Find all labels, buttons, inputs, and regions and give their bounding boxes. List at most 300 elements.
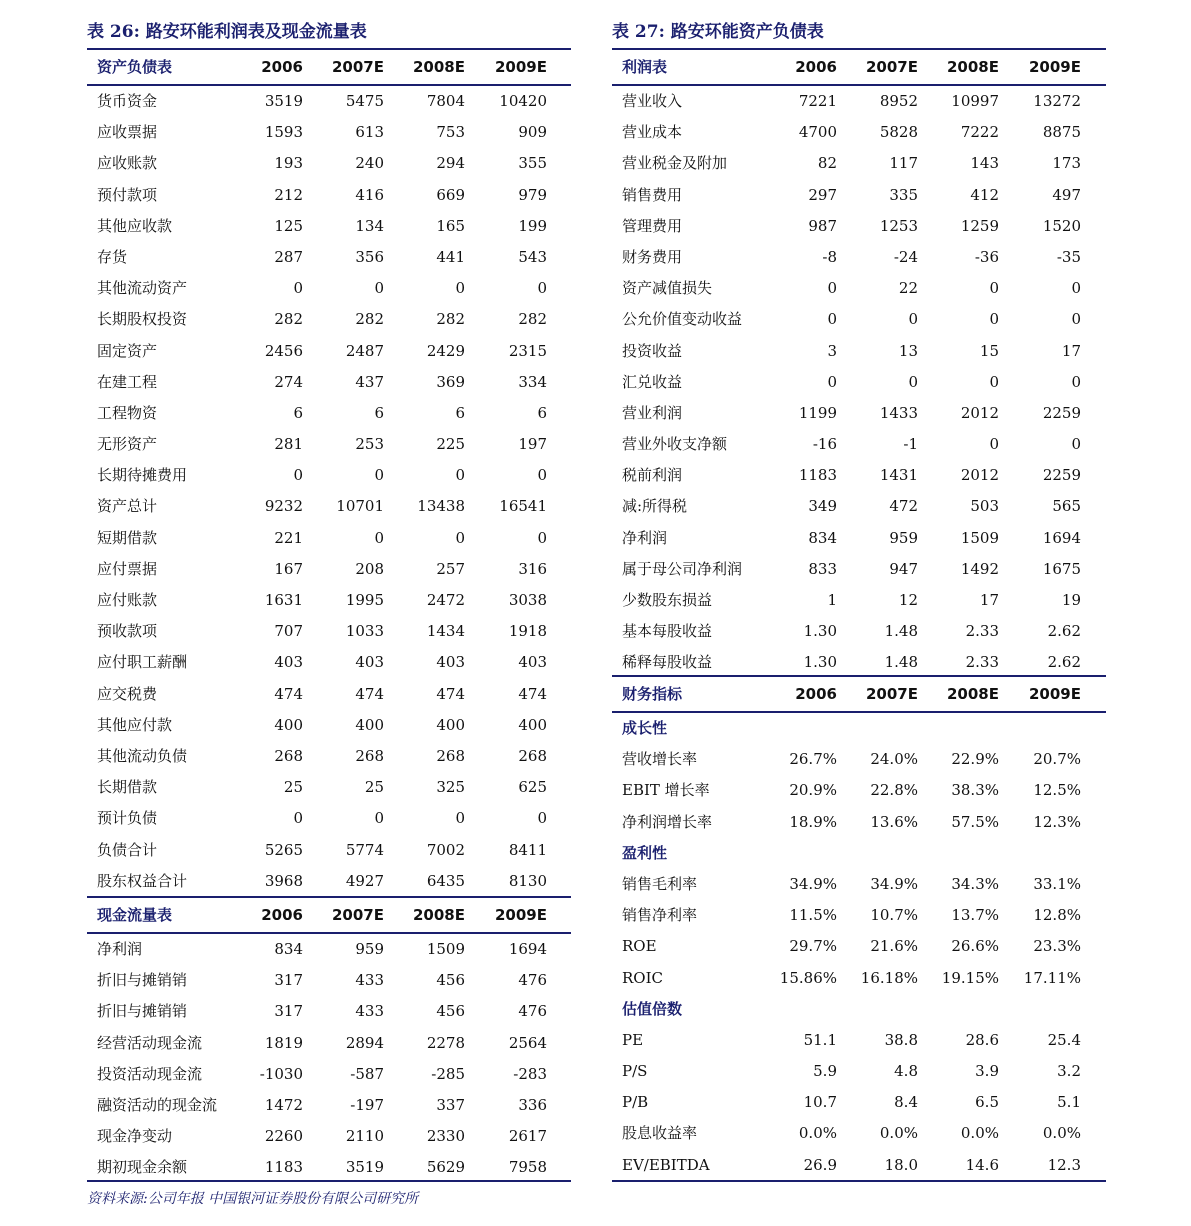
- cashflow-year-2009e: 2009E: [495, 906, 547, 924]
- ratios-row-value-2007e: 18.0: [884, 1155, 918, 1174]
- balance-row: [87, 835, 571, 866]
- cashflow-row-value-2006: 317: [274, 1002, 303, 1021]
- income-row: [612, 86, 1106, 117]
- ratios-row: [612, 900, 1106, 931]
- ratios-row: [612, 1087, 1106, 1118]
- income-row-value-2006: 834: [808, 528, 837, 547]
- income-row: [612, 398, 1106, 429]
- ratios-header-label: 财务指标: [622, 685, 683, 703]
- balance-row-value-2009e: 316: [518, 559, 547, 578]
- cashflow-year-2006: 2006: [261, 906, 303, 924]
- ratios-row-value-2008e: 22.9%: [951, 750, 999, 769]
- ratios-row-value-2008e: 6.5: [975, 1093, 999, 1112]
- balance-row-value-2007e: 437: [355, 372, 384, 391]
- income-year-2008e: 2008E: [947, 58, 999, 76]
- cashflow-row-value-2006: 834: [274, 940, 303, 958]
- ratios-row-value-2008e: 3.9: [975, 1062, 999, 1081]
- balance-row-value-2008e: 441: [436, 247, 465, 266]
- balance-row-label: 股东权益合计: [97, 871, 188, 890]
- cashflow-row-value-2009e: -283: [513, 1064, 547, 1083]
- balance-row-value-2009e: 0: [537, 528, 547, 547]
- income-row: [612, 554, 1106, 585]
- balance-row-value-2006: 25: [283, 778, 303, 797]
- balance-row-value-2009e: 268: [518, 746, 547, 765]
- income-row-value-2009e: 2.62: [1047, 622, 1081, 641]
- cashflow-row-value-2007e: 2894: [345, 1033, 384, 1052]
- balance-row-value-2008e: 7002: [426, 840, 465, 859]
- income-row: [612, 242, 1106, 273]
- balance-row-label: 短期借款: [97, 528, 158, 547]
- cashflow-row-value-2008e: 2330: [426, 1127, 465, 1146]
- balance-row-value-2009e: 355: [518, 154, 547, 173]
- ratios-row-value-2007e: 13.6%: [870, 812, 918, 831]
- balance-row-value-2007e: 0: [374, 809, 384, 828]
- balance-row-value-2009e: 197: [518, 435, 547, 454]
- cashflow-row: [87, 934, 571, 965]
- balance-row-value-2006: 221: [274, 528, 303, 547]
- income-row-value-2006: 82: [817, 154, 837, 173]
- income-row: [612, 273, 1106, 304]
- balance-row-label: 工程物资: [97, 403, 158, 422]
- balance-row-value-2009e: 10420: [499, 92, 547, 110]
- balance-row-value-2007e: 474: [355, 684, 384, 703]
- income-row-value-2006: 0: [827, 372, 837, 391]
- income-row-value-2007e: 8952: [879, 92, 918, 110]
- balance-row-value-2008e: 6435: [426, 871, 465, 890]
- balance-row-value-2009e: 8411: [508, 840, 547, 859]
- income-row-value-2006: 1183: [798, 466, 837, 485]
- income-row: [612, 491, 1106, 522]
- balance-year-2008e: 2008E: [413, 58, 465, 76]
- balance-row: [87, 491, 571, 522]
- income-row-value-2007e: 959: [889, 528, 918, 547]
- income-row-label: 财务费用: [622, 247, 683, 266]
- income-row: [612, 148, 1106, 179]
- cashflow-row-value-2009e: 336: [518, 1095, 547, 1114]
- balance-row-label: 在建工程: [97, 372, 158, 391]
- cashflow-row-value-2007e: 3519: [345, 1158, 384, 1177]
- balance-row-value-2009e: 282: [518, 310, 547, 329]
- cashflow-row-label: 折旧与摊销销: [97, 1002, 188, 1021]
- income-row: [612, 211, 1106, 242]
- balance-row: [87, 336, 571, 367]
- balance-row-value-2007e: 356: [355, 247, 384, 266]
- balance-row-value-2006: 167: [274, 559, 303, 578]
- income-row: [612, 616, 1106, 647]
- cashflow-row-value-2006: 2260: [264, 1127, 303, 1146]
- income-row-value-2008e: 15: [979, 341, 999, 360]
- ratios-row-label: P/B: [622, 1093, 649, 1112]
- ratios-row: [612, 1025, 1106, 1056]
- balance-year-2007e: 2007E: [332, 58, 384, 76]
- balance-row: [87, 304, 571, 335]
- income-row-value-2006: 987: [808, 216, 837, 235]
- balance-row-value-2009e: 2315: [508, 341, 547, 360]
- balance-row-value-2006: 6: [293, 403, 303, 422]
- cashflow-row-label: 净利润: [97, 940, 143, 958]
- balance-row-label: 预付款项: [97, 185, 158, 204]
- ratios-row-value-2006: 10.7: [803, 1093, 837, 1112]
- balance-row-label: 负债合计: [97, 840, 158, 859]
- source-note: 资料来源:公司年报 中国银河证券股份有限公司研究所: [87, 1191, 419, 1207]
- income-row-value-2009e: 497: [1052, 185, 1081, 204]
- balance-row-value-2009e: 0: [537, 809, 547, 828]
- balance-row-label: 预收款项: [97, 622, 158, 641]
- balance-row-value-2008e: 669: [436, 185, 465, 204]
- income-row: [612, 117, 1106, 148]
- ratios-row-label: 净利润增长率: [622, 812, 713, 831]
- balance-row-value-2006: 125: [274, 216, 303, 235]
- income-row-label: 管理费用: [622, 216, 683, 235]
- cashflow-row-label: 期初现金余额: [97, 1158, 188, 1177]
- balance-row: [87, 679, 571, 710]
- income-row-value-2008e: 0: [989, 372, 999, 391]
- cashflow-row-label: 融资活动的现金流: [97, 1095, 218, 1114]
- income-row-value-2006: 833: [808, 559, 837, 578]
- ratios-section-label: 盈利性: [622, 843, 668, 862]
- income-row-value-2009e: 0: [1071, 372, 1081, 391]
- balance-row: [87, 647, 571, 678]
- cashflow-row: [87, 1152, 571, 1183]
- balance-row: [87, 86, 571, 117]
- balance-row-value-2008e: 6: [455, 403, 465, 422]
- income-row-value-2008e: 2.33: [965, 622, 999, 641]
- balance-row-value-2007e: 613: [355, 123, 384, 142]
- balance-row-value-2007e: 282: [355, 310, 384, 329]
- ratios-row-value-2008e: 38.3%: [951, 781, 999, 800]
- ratios-row-label: ROE: [622, 937, 657, 956]
- cashflow-row-value-2007e: -197: [350, 1095, 384, 1114]
- ratios-row-value-2007e: 0.0%: [879, 1124, 918, 1143]
- balance-row-value-2006: 1631: [264, 591, 303, 609]
- cashflow-row-value-2009e: 7958: [508, 1158, 547, 1177]
- ratios-row: [612, 1056, 1106, 1087]
- balance-row: [87, 803, 571, 834]
- balance-row: [87, 273, 571, 304]
- ratios-row-value-2008e: 14.6: [965, 1155, 999, 1174]
- income-row-value-2007e: 1431: [879, 466, 918, 485]
- balance-row-value-2009e: 199: [518, 216, 547, 235]
- ratios-row-label: P/S: [622, 1062, 648, 1081]
- balance-row-value-2008e: 282: [436, 310, 465, 329]
- balance-row-value-2006: 193: [274, 154, 303, 173]
- income-row-value-2009e: 565: [1052, 497, 1081, 516]
- balance-row-value-2008e: 0: [455, 279, 465, 298]
- balance-row-label: 资产总计: [97, 497, 158, 516]
- income-row-value-2007e: 13: [898, 341, 918, 360]
- cashflow-row-value-2006: 1472: [264, 1095, 303, 1114]
- balance-row: [87, 616, 571, 647]
- balance-row-label: 固定资产: [97, 341, 158, 360]
- balance-row-value-2008e: 369: [436, 372, 465, 391]
- income-row-value-2009e: 173: [1052, 154, 1081, 173]
- balance-row: [87, 242, 571, 273]
- cashflow-row-value-2006: 1819: [264, 1033, 303, 1052]
- income-row-value-2009e: 19: [1061, 591, 1081, 609]
- balance-row-label: 应付票据: [97, 559, 158, 578]
- income-row-value-2009e: 17: [1061, 341, 1081, 360]
- balance-row-value-2006: 3968: [264, 871, 303, 890]
- balance-row-value-2008e: 294: [436, 154, 465, 173]
- balance-row-value-2008e: 474: [436, 684, 465, 703]
- income-row-value-2007e: 1.48: [884, 622, 918, 641]
- income-row-value-2008e: 10997: [951, 92, 999, 110]
- cashflow-row: [87, 1059, 571, 1090]
- balance-row-value-2006: 5265: [264, 840, 303, 859]
- ratios-row-value-2009e: 0.0%: [1042, 1124, 1081, 1143]
- balance-row-value-2006: 707: [274, 622, 303, 641]
- ratios-row: [612, 1118, 1106, 1149]
- ratios-row-label: 销售净利率: [622, 906, 698, 925]
- balance-row-label: 预计负债: [97, 809, 158, 828]
- ratios-row-value-2009e: 17.11%: [1023, 968, 1081, 987]
- ratios-row-value-2007e: 34.9%: [870, 874, 918, 893]
- right-bottom-rule: [612, 1180, 1106, 1182]
- balance-row-label: 长期股权投资: [97, 310, 188, 329]
- balance-row-value-2006: 1593: [264, 123, 303, 142]
- balance-row-value-2006: 2456: [264, 341, 303, 360]
- income-row-value-2007e: 947: [889, 559, 918, 578]
- income-row-value-2008e: 143: [970, 154, 999, 173]
- income-header: [612, 48, 1106, 86]
- balance-row-value-2007e: 0: [374, 279, 384, 298]
- balance-row-value-2007e: 6: [374, 403, 384, 422]
- income-row-value-2007e: 117: [889, 154, 918, 173]
- ratios-row-value-2006: 29.7%: [789, 937, 837, 956]
- ratios-row-value-2006: 51.1: [803, 1030, 837, 1049]
- balance-row-value-2007e: 400: [355, 715, 384, 734]
- ratios-row-value-2006: 34.9%: [789, 874, 837, 893]
- ratios-row-label: 营收增长率: [622, 750, 698, 769]
- balance-row-value-2007e: 5475: [345, 92, 384, 110]
- balance-row-label: 应付职工薪酬: [97, 653, 188, 672]
- income-row: [612, 460, 1106, 491]
- balance-row-value-2009e: 543: [518, 247, 547, 266]
- cashflow-row-value-2009e: 2564: [508, 1033, 547, 1052]
- income-row-value-2009e: 1520: [1042, 216, 1081, 235]
- balance-row: [87, 710, 571, 741]
- balance-row-value-2006: 0: [293, 279, 303, 298]
- income-row: [612, 647, 1106, 678]
- income-row-value-2009e: 0: [1071, 435, 1081, 454]
- income-row: [612, 336, 1106, 367]
- ratios-section-row: [612, 713, 1106, 744]
- balance-row-value-2009e: 979: [518, 185, 547, 204]
- income-row-value-2006: 1.30: [803, 622, 837, 641]
- income-row-label: 资产减值损失: [622, 279, 713, 298]
- balance-row-value-2006: 281: [274, 435, 303, 454]
- balance-row: [87, 460, 571, 491]
- balance-row: [87, 523, 571, 554]
- ratios-row-value-2007e: 16.18%: [860, 968, 918, 987]
- balance-row: [87, 211, 571, 242]
- income-row-value-2009e: 1675: [1042, 559, 1081, 578]
- income-row-value-2006: 349: [808, 497, 837, 516]
- ratios-row: [612, 744, 1106, 775]
- balance-row: [87, 772, 571, 803]
- cashflow-row-value-2007e: -587: [350, 1064, 384, 1083]
- balance-row-value-2009e: 3038: [508, 591, 547, 609]
- income-row-value-2006: 7221: [798, 92, 837, 110]
- balance-row-label: 应付账款: [97, 591, 158, 609]
- balance-row-value-2009e: 400: [518, 715, 547, 734]
- income-row-value-2008e: 1492: [960, 559, 999, 578]
- income-row-value-2008e: 412: [970, 185, 999, 204]
- income-row-label: 营业收入: [622, 92, 683, 110]
- cashflow-row: [87, 1090, 571, 1121]
- income-row-label: 属于母公司净利润: [622, 559, 743, 578]
- ratios-row-value-2009e: 3.2: [1057, 1062, 1081, 1081]
- income-year-2009e: 2009E: [1029, 58, 1081, 76]
- ratios-row-value-2007e: 38.8: [884, 1030, 918, 1049]
- balance-row-value-2008e: 257: [436, 559, 465, 578]
- balance-row-value-2006: 400: [274, 715, 303, 734]
- balance-row-value-2008e: 400: [436, 715, 465, 734]
- balance-row-label: 应收票据: [97, 123, 158, 142]
- ratios-row-value-2008e: 19.15%: [941, 968, 999, 987]
- income-row: [612, 304, 1106, 335]
- ratios-section-row: [612, 838, 1106, 869]
- ratios-row-value-2009e: 5.1: [1057, 1093, 1081, 1112]
- cashflow-row-value-2007e: 433: [355, 971, 384, 990]
- balance-row-value-2009e: 474: [518, 684, 547, 703]
- balance-row-value-2009e: 6: [537, 403, 547, 422]
- balance-row-value-2008e: 225: [436, 435, 465, 454]
- ratios-row-value-2009e: 20.7%: [1033, 750, 1081, 769]
- cashflow-row-value-2007e: 2110: [345, 1127, 384, 1146]
- balance-row-value-2008e: 268: [436, 746, 465, 765]
- balance-row-label: 其他流动资产: [97, 279, 188, 298]
- balance-row-value-2008e: 2472: [426, 591, 465, 609]
- balance-row-value-2009e: 909: [518, 123, 547, 142]
- balance-row-label: 其他应付款: [97, 715, 173, 734]
- cashflow-row: [87, 996, 571, 1027]
- balance-row-value-2006: 9232: [264, 497, 303, 516]
- cashflow-row-value-2009e: 476: [518, 1002, 547, 1021]
- income-row-value-2009e: 2259: [1042, 466, 1081, 485]
- balance-row-value-2006: 282: [274, 310, 303, 329]
- balance-row-label: 存货: [97, 247, 128, 266]
- income-row-value-2007e: -1: [903, 435, 918, 454]
- balance-row-value-2007e: 5774: [345, 840, 384, 859]
- balance-row-value-2008e: 13438: [417, 497, 465, 516]
- ratios-row-value-2006: 26.7%: [789, 750, 837, 769]
- cashflow-row-label: 现金净变动: [97, 1127, 173, 1146]
- cashflow-header: [87, 896, 571, 934]
- income-row-value-2007e: 5828: [879, 123, 918, 142]
- cashflow-year-2008e: 2008E: [413, 906, 465, 924]
- income-row-value-2009e: 1694: [1042, 528, 1081, 547]
- cashflow-row-value-2007e: 433: [355, 1002, 384, 1021]
- ratios-row: [612, 931, 1106, 962]
- balance-row-value-2007e: 2487: [345, 341, 384, 360]
- income-row-value-2008e: 2012: [960, 466, 999, 485]
- balance-row-label: 货币资金: [97, 92, 158, 110]
- income-header-label: 利润表: [622, 58, 668, 76]
- balance-row-value-2006: 403: [274, 653, 303, 672]
- balance-row-value-2008e: 325: [436, 778, 465, 797]
- income-row-label: 稀释每股收益: [622, 653, 713, 672]
- balance-header-label: 资产负债表: [97, 58, 173, 76]
- income-row-value-2009e: 2259: [1042, 403, 1081, 422]
- balance-row-label: 长期待摊费用: [97, 466, 188, 485]
- balance-row-label: 应收账款: [97, 154, 158, 173]
- ratios-row-value-2009e: 33.1%: [1033, 874, 1081, 893]
- ratios-row-value-2008e: 57.5%: [951, 812, 999, 831]
- ratios-row: [612, 1150, 1106, 1181]
- balance-row-value-2007e: 10701: [336, 497, 384, 516]
- ratios-row-value-2007e: 10.7%: [870, 906, 918, 925]
- income-row-label: 少数股东损益: [622, 591, 713, 609]
- left-bottom-rule: [87, 1180, 571, 1182]
- income-row-label: 公允价值变动收益: [622, 310, 743, 329]
- income-row-value-2008e: 2.33: [965, 653, 999, 672]
- balance-row-value-2006: 0: [293, 466, 303, 485]
- balance-row-value-2008e: 7804: [426, 92, 465, 110]
- income-row-value-2007e: 335: [889, 185, 918, 204]
- ratios-year-2007e: 2007E: [866, 685, 918, 703]
- balance-row-value-2009e: 0: [537, 279, 547, 298]
- ratios-row-value-2006: 5.9: [813, 1062, 837, 1081]
- cashflow-row-value-2008e: 456: [436, 971, 465, 990]
- ratios-row-value-2008e: 26.6%: [951, 937, 999, 956]
- cashflow-row-label: 投资活动现金流: [97, 1064, 203, 1083]
- balance-row-value-2009e: 16541: [499, 497, 547, 516]
- balance-row-value-2007e: 25: [364, 778, 384, 797]
- ratios-row-value-2008e: 13.7%: [951, 906, 999, 925]
- income-row-value-2008e: 1509: [960, 528, 999, 547]
- ratios-row: [612, 775, 1106, 806]
- balance-row-value-2008e: 0: [455, 809, 465, 828]
- ratios-section-label: 估值倍数: [622, 999, 683, 1018]
- income-row-label: 营业利润: [622, 403, 683, 422]
- income-row-value-2009e: -35: [1056, 247, 1081, 266]
- ratios-year-2009e: 2009E: [1029, 685, 1081, 703]
- balance-row-value-2007e: 416: [355, 185, 384, 204]
- income-row-value-2006: 1.30: [803, 653, 837, 672]
- balance-row-value-2007e: 240: [355, 154, 384, 173]
- cashflow-row-value-2008e: 5629: [426, 1158, 465, 1177]
- ratios-row-value-2009e: 12.5%: [1033, 781, 1081, 800]
- ratios-row: [612, 963, 1106, 994]
- balance-row-value-2007e: 0: [374, 528, 384, 547]
- income-row-label: 减:所得税: [622, 497, 688, 516]
- balance-row-value-2007e: 208: [355, 559, 384, 578]
- income-row: [612, 367, 1106, 398]
- balance-row: [87, 367, 571, 398]
- balance-year-2009e: 2009E: [495, 58, 547, 76]
- income-row-value-2007e: 12: [898, 591, 918, 609]
- balance-row-value-2007e: 1995: [345, 591, 384, 609]
- table-27-title: 表 27: 路安环能资产负债表: [612, 22, 824, 42]
- income-row-value-2006: -16: [812, 435, 837, 454]
- balance-row: [87, 741, 571, 772]
- balance-row-value-2006: 268: [274, 746, 303, 765]
- balance-row: [87, 554, 571, 585]
- ratios-row-value-2006: 11.5%: [789, 906, 837, 925]
- ratios-year-2008e: 2008E: [947, 685, 999, 703]
- ratios-row-value-2007e: 21.6%: [870, 937, 918, 956]
- balance-row: [87, 180, 571, 211]
- balance-row-value-2006: 287: [274, 247, 303, 266]
- ratios-row-label: PE: [622, 1030, 644, 1049]
- balance-row-label: 无形资产: [97, 435, 158, 454]
- income-row: [612, 523, 1106, 554]
- balance-row-value-2007e: 1033: [345, 622, 384, 641]
- ratios-row-value-2007e: 24.0%: [870, 750, 918, 769]
- ratios-row-value-2008e: 34.3%: [951, 874, 999, 893]
- income-row-label: 税前利润: [622, 466, 683, 485]
